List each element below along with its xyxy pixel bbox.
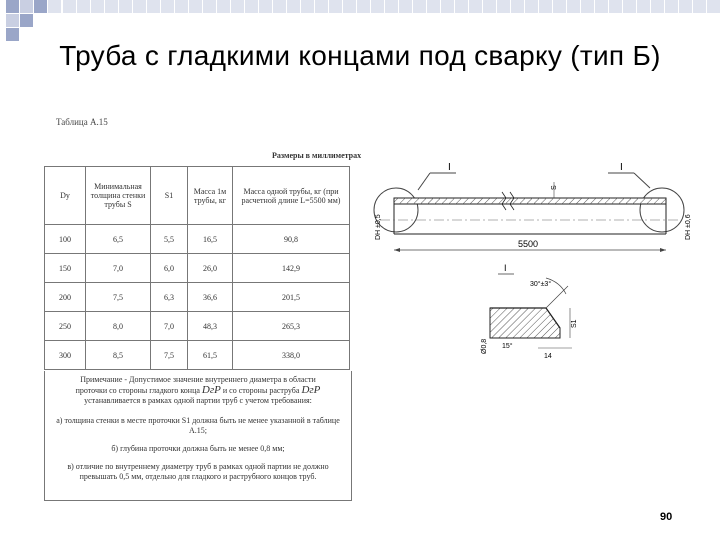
page-number: 90: [660, 511, 673, 523]
deco-square: [6, 0, 19, 13]
small-angle-label: 15°: [502, 343, 513, 350]
table-row: [45, 341, 350, 370]
diameter-symbol: DгР: [301, 384, 321, 396]
table-cell: 5,5: [151, 225, 188, 254]
note-intro: [51, 375, 345, 406]
header-cell: Масса одной трубы, кг (при расчетной длине L=5500 мм): [233, 167, 350, 225]
table-row: [45, 225, 350, 254]
note-item-c: в) отличие по внутреннему диаметру труб в рамках одной партии не должно превышать 0,5 мм, отдельно для гладкого и раструбного концов труб.: [67, 462, 329, 481]
diameter-symbol: DгP: [201, 384, 221, 396]
note-item-a: а) толщина стенки в месте проточки S1 должна быть не менее указанной в таблице А.15;: [56, 416, 340, 435]
note-line: проточки со стороны гладкого конца: [75, 386, 200, 395]
angle-leader: [546, 286, 568, 308]
table-cell: 200: [45, 283, 86, 312]
table-cell: 26,0: [188, 254, 233, 283]
table-cell: 100: [45, 225, 86, 254]
table-cell: 48,3: [188, 312, 233, 341]
table-cell: 142,9: [233, 254, 350, 283]
note-line: и со стороны раструба: [222, 386, 300, 395]
table-cell: 250: [45, 312, 86, 341]
table-row: [45, 254, 350, 283]
table-row: [45, 283, 350, 312]
deco-strip-grid: [62, 0, 720, 13]
detail-callout-right: I: [620, 162, 623, 173]
table-cell: 7,5: [151, 341, 188, 370]
note-line: Примечание - Допустимое значение внутреннего диаметра в области: [80, 375, 316, 384]
deco-square: [20, 0, 33, 13]
table-cell: 7,0: [151, 312, 188, 341]
table-row: [45, 312, 350, 341]
table-cell: 7,0: [86, 254, 151, 283]
table-cell: 8,0: [86, 312, 151, 341]
table-cell: 36,6: [188, 283, 233, 312]
table-cell: 338,0: [233, 341, 350, 370]
leader-line: [634, 173, 650, 188]
table-cell: 300: [45, 341, 86, 370]
groove-depth-label: Ø0,8: [481, 338, 488, 354]
header-cell: Dy: [45, 167, 86, 225]
wall-thickness-label: S: [551, 185, 558, 190]
units-label: Размеры в миллиметрах: [272, 151, 362, 160]
deco-square: [6, 14, 19, 27]
s1-label: S1: [571, 319, 578, 328]
table-header-row: [45, 167, 350, 225]
pipe-hatch: [394, 198, 666, 204]
deco-square: [6, 28, 19, 41]
header-cell: S1: [151, 167, 188, 225]
table-caption: Таблица А.15: [56, 117, 108, 127]
detail-circle-right: [640, 188, 684, 232]
detail-callout-left: I: [448, 162, 451, 173]
header-cell: Масса 1м трубы, кг: [188, 167, 233, 225]
note-item-b: б) глубина проточки должна быть не менее 0,8 мм;: [111, 444, 285, 453]
table-note: [44, 371, 352, 501]
table-cell: 6,5: [86, 225, 151, 254]
table-cell: 150: [45, 254, 86, 283]
table-cell: 16,5: [188, 225, 233, 254]
pipe-table: [44, 166, 350, 370]
pipe-drawing: [360, 158, 705, 373]
table-cell: 7,5: [86, 283, 151, 312]
table-cell: 201,5: [233, 283, 350, 312]
length-label: 5500: [518, 239, 539, 249]
chamfer-angle-label: 30°±3°: [530, 281, 552, 288]
table-cell: 8,5: [86, 341, 151, 370]
table-cell: 6,3: [151, 283, 188, 312]
deco-square: [34, 0, 47, 13]
table-cell: 61,5: [188, 341, 233, 370]
leader-line: [418, 173, 430, 190]
deco-square: [48, 0, 61, 13]
dim-14-label: 14: [544, 353, 552, 360]
header-cell: Минимальная толщина стенки трубы S: [86, 167, 151, 225]
slide-title: Труба с гладкими концами под сварку (тип Б): [59, 40, 661, 71]
note-line: устанавливается в рамках одной партии труб с учетом требования:: [84, 396, 312, 405]
diameter-right-label: DH ±0,6: [685, 214, 692, 240]
detail-view-label: I: [504, 263, 507, 273]
diameter-left-label: DH ±0,5: [375, 214, 382, 240]
header-decoration: [0, 0, 720, 40]
table-cell: 6,0: [151, 254, 188, 283]
table-cell: 90,8: [233, 225, 350, 254]
deco-square: [20, 14, 33, 27]
table-cell: 265,3: [233, 312, 350, 341]
